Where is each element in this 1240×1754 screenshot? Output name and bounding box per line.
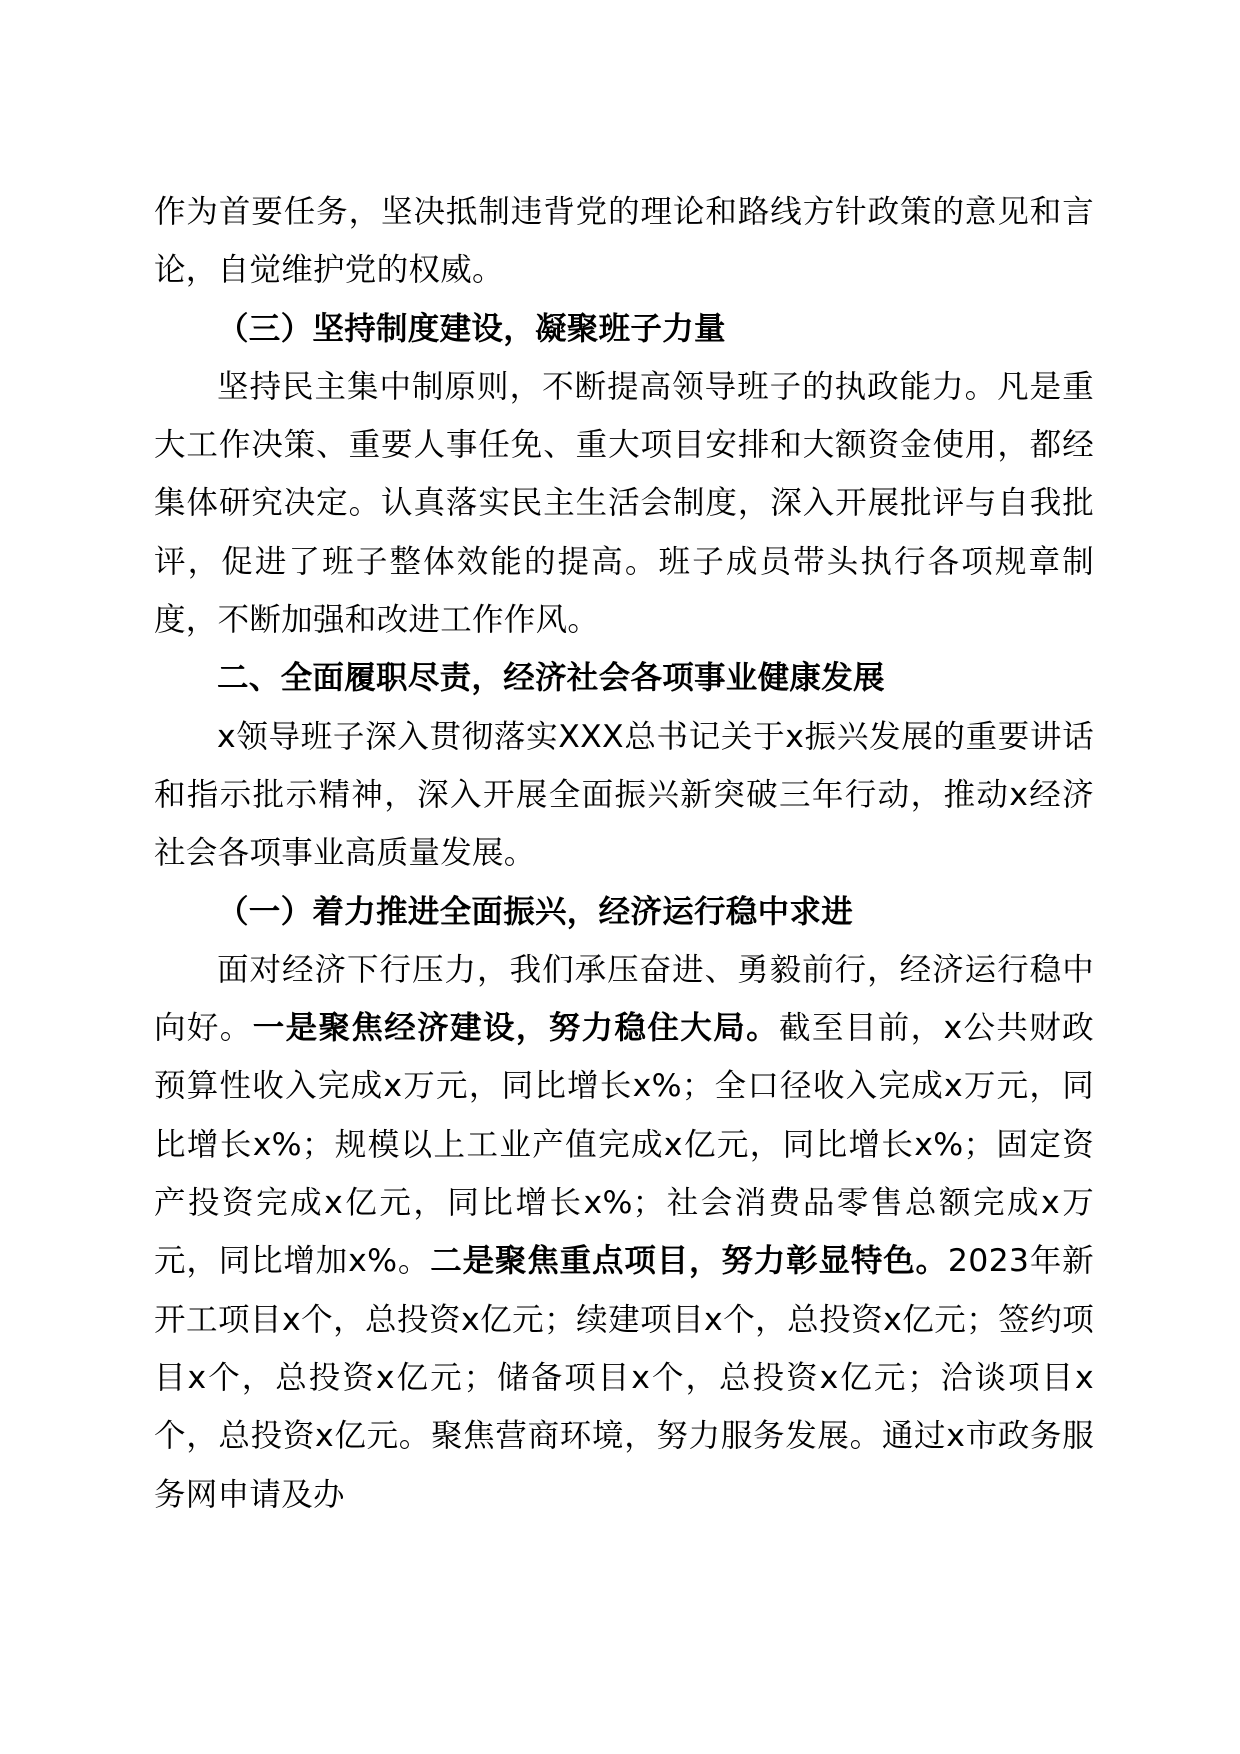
document-body [154,183,1094,1524]
paragraph-leadership-intro: x领导班子深入贯彻落实XXX总书记关于x振兴发展的重要讲话和指示批示精神，深入开展全面振兴新突破三年行动，推动x经济社会各项事业高质量发展。 [154,718,1094,872]
point-one-heading: 一是聚焦经济建设，努力稳住大局。 [252,1010,779,1047]
paragraph-system-building: 坚持民主集中制原则，不断提高领导班子的执政能力。凡是重大工作决策、重要人事任免、重大项目安排和大额资金使用，都经集体研究决定。认真落实民主生活会制度，深入开展批评与自我批评，促进了班子整体效能的提高。班子成员带头执行各项规章制度，不断加强和改进工作作风。 [154,368,1094,639]
paragraph-continued: 作为首要任务，坚决抵制违背党的理论和路线方针政策的意见和言论，自觉维护党的权威。 [154,194,1094,289]
paragraph-economy [154,941,1094,1524]
section-heading-3: （三）坚持制度建设，凝聚班子力量 [217,310,726,347]
point-one-text: 截至目前，x公共财政预算性收入完成x万元，同比增长x%；全口径收入完成x万元，同比增长x%；规模以上工业产值完成x亿元，同比增长x%；固定资产投资完成x亿元，同比增长x%；社会消费品零售总额完成x万元，同比增加x%。 [154,1010,1094,1280]
point-two-text: 2023年新开工项目x个，总投资x亿元；续建项目x个，总投资x亿元；签约项目x个，总投资x亿元；储备项目x个，总投资x亿元；洽谈项目x个，总投资x亿元。聚焦营商环境，努力服务发展。通过x市政务服务网申请及办 [154,1243,1094,1513]
section-heading-1: （一）着力推进全面振兴，经济运行稳中求进 [217,893,854,930]
economy-intro-text: 面对经济下行压力，我们承压奋进、勇毅前行，经济运行稳中向好。 [154,951,1094,1047]
chapter-heading-2: 二、全面履职尽责，经济社会各项事业健康发展 [217,660,885,697]
point-two-heading: 二是聚焦重点项目，努力彰显特色。 [430,1243,948,1280]
